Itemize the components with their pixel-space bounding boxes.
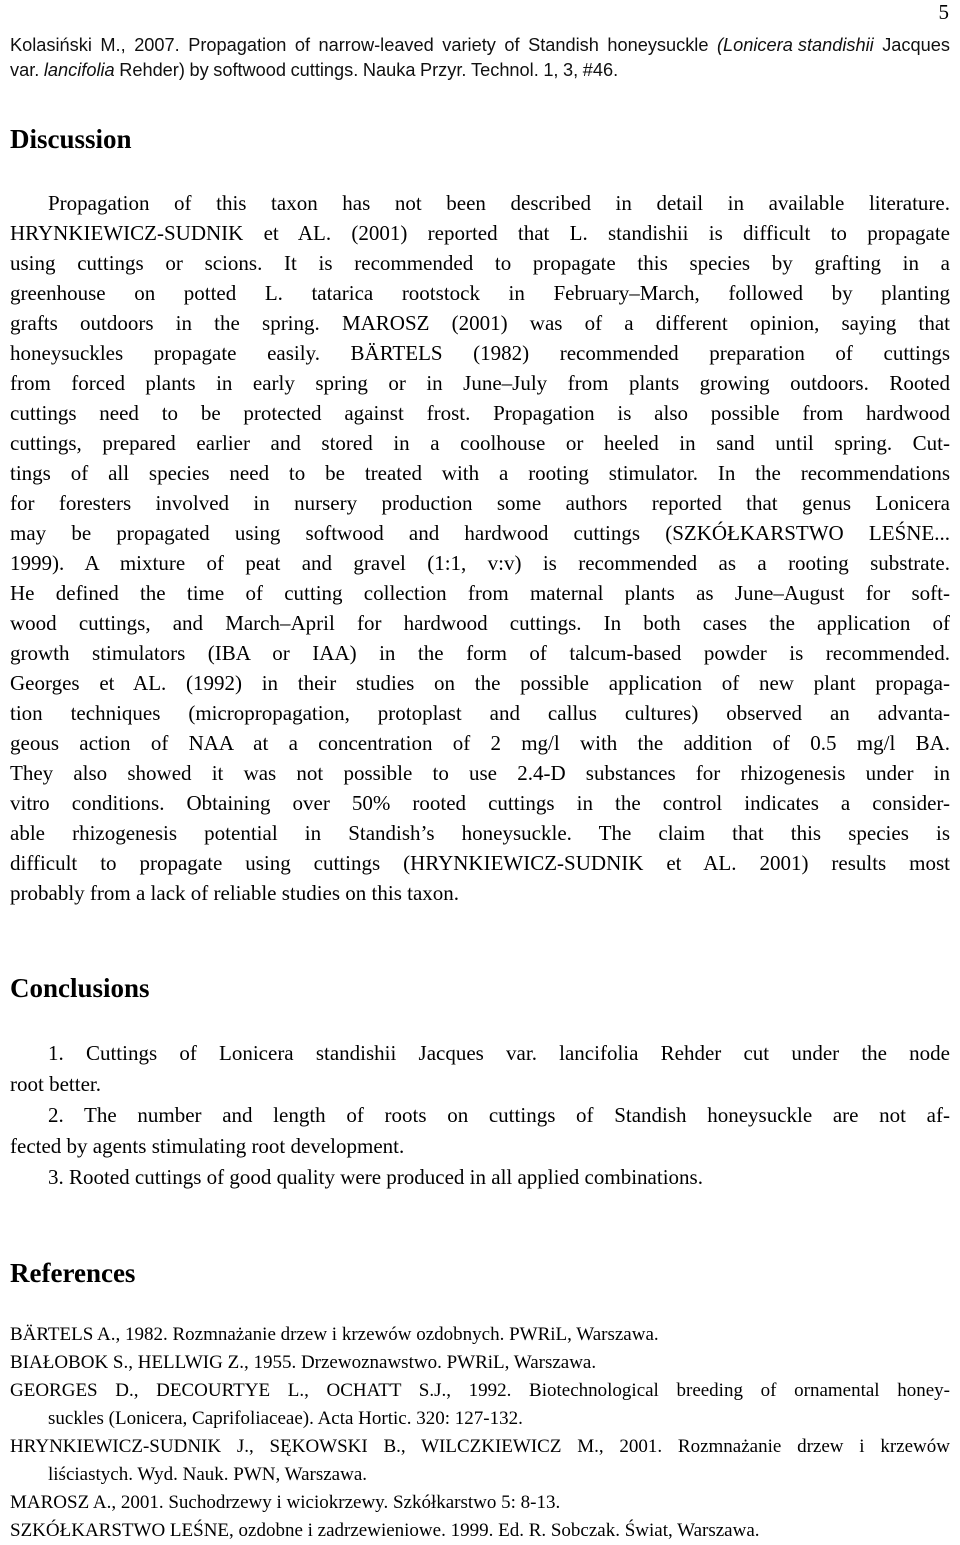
citation-word: by bbox=[189, 60, 209, 80]
reference-item: suckles (Lonicera, Caprifoliaceae). Acta Hortic. 320: 127-132. bbox=[48, 1408, 523, 1429]
conclusion-line: 1. Cuttings of Lonicera standishii Jacques var. lancifolia Rehder cut under the node bbox=[48, 1041, 950, 1065]
discussion-line: greenhouse on potted L. tatarica rootstock in February–March, followed by planting bbox=[10, 281, 950, 305]
citation-word: (Lonicera standishii bbox=[716, 35, 874, 55]
citation-line-1 bbox=[10, 33, 950, 58]
discussion-line: tings of all species need to be treated with a rooting stimulator. In the recommendations bbox=[10, 461, 950, 485]
reference-item: MAROSZ A., 2001. Suchodrzewy i wiciokrzewy. Szkółkarstwo 5: 8-13. bbox=[10, 1492, 561, 1513]
discussion-line: for foresters involved in nursery production some authors reported that genus Lonicera bbox=[10, 491, 950, 515]
discussion-line: honeysuckles propagate easily. BÄRTELS (1982) recommended preparation of cuttings bbox=[10, 341, 950, 365]
discussion-line: growth stimulators (IBA or IAA) in the form of talcum-based powder is recommended. bbox=[10, 641, 950, 665]
citation-word: 3, bbox=[563, 60, 579, 80]
discussion-line: using cuttings or scions. It is recommended to propagate this species by grafting in a bbox=[10, 251, 950, 275]
citation-word: lancifolia bbox=[43, 60, 115, 80]
discussion-line: may be propagated using softwood and hardwood cuttings (SZKÓŁKARSTWO LEŚNE... bbox=[10, 521, 950, 545]
discussion-line: Georges et AL. (1992) in their studies on the possible application of new plant propaga- bbox=[10, 671, 950, 695]
citation-word: cuttings. bbox=[290, 60, 359, 80]
citation-line-2 bbox=[10, 58, 950, 83]
conclusion-line: root better. bbox=[10, 1072, 101, 1096]
reference-item: GEORGES D., DECOURTYE L., OCHATT S.J., 1992. Biotechnological breeding of ornamental honey- bbox=[10, 1380, 950, 1401]
discussion-line: difficult to propagate using cuttings (HRYNKIEWICZ-SUDNIK et AL. 2001) results most bbox=[10, 851, 950, 875]
conclusion-line: 3. Rooted cuttings of good quality were produced in all applied combinations. bbox=[48, 1165, 703, 1189]
discussion-line: They also showed it was not possible to use 2.4-D substances for rhizogenesis under in bbox=[10, 761, 950, 785]
conclusion-line: fected by agents stimulating root development. bbox=[10, 1134, 405, 1158]
reference-item: BIAŁOBOK S., HELLWIG Z., 1955. Drzewoznawstwo. PWRiL, Warszawa. bbox=[10, 1352, 597, 1373]
citation-word: Kolasiński bbox=[10, 35, 92, 55]
conclusions-list bbox=[10, 1038, 950, 1193]
discussion-line: Propagation of this taxon has not been described in detail in available literature. bbox=[48, 191, 950, 215]
citation-word: variety bbox=[442, 35, 496, 55]
references-heading: References bbox=[10, 1258, 136, 1288]
discussion-line: wood cuttings, and March–April for hardwood cuttings. In both cases the application of bbox=[10, 611, 950, 635]
reference-item: liściastych. Wyd. Nauk. PWN, Warszawa. bbox=[48, 1464, 368, 1485]
references-list bbox=[10, 1321, 950, 1545]
discussion-line: able rhizogenesis potential in Standish’s honeysuckle. The claim that this species is bbox=[10, 821, 950, 845]
discussion-line: tion techniques (micropropagation, protoplast and callus cultures) observed an advanta- bbox=[10, 701, 950, 725]
citation-word: M., bbox=[100, 35, 126, 55]
discussion-line: grafts outdoors in the spring. MAROSZ (2001) was of a different opinion, saying that bbox=[10, 311, 950, 335]
citation-word: Standish bbox=[528, 35, 599, 55]
citation-word: Technol. bbox=[471, 60, 539, 80]
conclusion-line: 2. The number and length of roots on cuttings of Standish honeysuckle are not af- bbox=[48, 1103, 950, 1127]
discussion-line: HRYNKIEWICZ-SUDNIK et AL. (2001) reported that L. standishii is difficult to propagate bbox=[10, 221, 950, 245]
reference-item: BÄRTELS A., 1982. Rozmnażanie drzew i krzewów ozdobnych. PWRiL, Warszawa. bbox=[10, 1324, 659, 1345]
discussion-line: He defined the time of cutting collection from maternal plants as June–August for soft- bbox=[10, 581, 950, 605]
citation-word: var. bbox=[10, 60, 40, 80]
discussion-line: probably from a lack of reliable studies on this taxon. bbox=[10, 881, 460, 905]
citation-word: Jacques bbox=[882, 35, 950, 55]
citation-word: of bbox=[294, 35, 310, 55]
page-number: 5 bbox=[938, 0, 949, 24]
discussion-line: cuttings, prepared earlier and stored in a coolhouse or heeled in sand until spring. Cut- bbox=[10, 431, 950, 455]
discussion-paragraph bbox=[10, 188, 950, 908]
citation-word: 2007. bbox=[134, 35, 180, 55]
discussion-line: geous action of NAA at a concentration of 2 mg/l with the addition of 0.5 mg/l BA. bbox=[10, 731, 950, 755]
discussion-line: from forced plants in early spring or in June–July from plants growing outdoors. Rooted bbox=[10, 371, 950, 395]
conclusions-heading: Conclusions bbox=[10, 973, 150, 1003]
citation-word: #46. bbox=[582, 60, 619, 80]
citation-header bbox=[10, 33, 950, 83]
discussion-heading: Discussion bbox=[10, 124, 132, 154]
citation-word: softwood bbox=[213, 60, 287, 80]
citation-word: narrow-leaved bbox=[318, 35, 434, 55]
discussion-line: vitro conditions. Obtaining over 50% rooted cuttings in the control indicates a consider- bbox=[10, 791, 950, 815]
citation-word: Przyr. bbox=[419, 60, 467, 80]
reference-item: SZKÓŁKARSTWO LEŚNE, ozdobne i zadrzewieniowe. 1999. Ed. R. Sobczak. Świat, Warszawa. bbox=[10, 1520, 760, 1541]
citation-word: Rehder) bbox=[119, 60, 185, 80]
citation-word: 1, bbox=[543, 60, 559, 80]
reference-item: HRYNKIEWICZ-SUDNIK J., SĘKOWSKI B., WILCZKIEWICZ M., 2001. Rozmnażanie drzew i krzewów bbox=[10, 1436, 950, 1457]
discussion-line: 1999). A mixture of peat and gravel (1:1, v:v) is recommended as a rooting substrate. bbox=[10, 551, 950, 575]
citation-word: of bbox=[504, 35, 520, 55]
citation-word: Nauka bbox=[362, 60, 416, 80]
citation-word: honeysuckle bbox=[607, 35, 709, 55]
citation-word: Propagation bbox=[188, 35, 287, 55]
discussion-line: cuttings need to be protected against frost. Propagation is also possible from hardwood bbox=[10, 401, 950, 425]
